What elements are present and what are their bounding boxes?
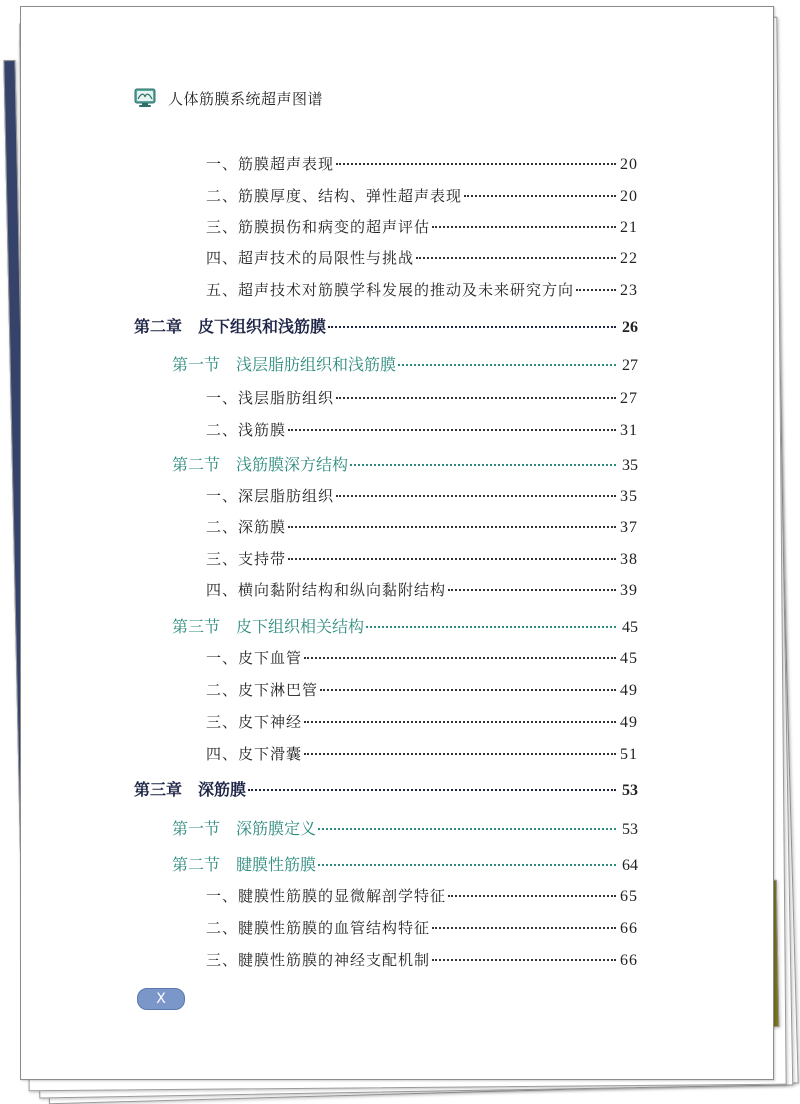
toc-entry-label: 一、筋膜超声表现 (206, 155, 335, 173)
toc-chapter-row[interactable] (134, 777, 638, 800)
dot-leader (448, 589, 616, 591)
dot-leader (318, 864, 616, 866)
toc-item-row[interactable] (206, 185, 638, 206)
page-number-badge (137, 988, 185, 1010)
toc-entry-page: 49 (620, 682, 638, 699)
toc-item-row[interactable] (206, 247, 638, 268)
toc-entry-label: 三、腱膜性筋膜的神经支配机制 (206, 951, 431, 969)
toc-entry-page: 23 (620, 282, 638, 299)
toc-item-row[interactable] (206, 216, 638, 237)
toc-section-row[interactable] (172, 614, 638, 637)
toc-entry-page: 27 (622, 357, 638, 374)
toc-item-row[interactable] (206, 579, 638, 600)
dot-leader (304, 721, 616, 723)
ultrasound-monitor-icon (134, 88, 156, 108)
toc-section-row[interactable] (172, 452, 638, 475)
dot-leader (336, 397, 616, 399)
toc-entry-page: 38 (620, 551, 638, 568)
toc-entry-page: 35 (620, 488, 638, 505)
dot-leader (304, 657, 616, 659)
toc-entry-page: 66 (620, 920, 638, 937)
toc-entry-page: 26 (622, 319, 638, 336)
toc-entry-label: 第一节 深筋膜定义 (172, 819, 317, 838)
dot-leader (328, 326, 616, 328)
dot-leader (464, 195, 616, 197)
toc-item-row[interactable] (206, 917, 638, 938)
toc-entry-label: 四、超声技术的局限性与挑战 (206, 249, 415, 267)
toc-entry-label: 三、支持带 (206, 550, 287, 568)
toc-entry-page: 45 (620, 650, 638, 667)
dot-leader (304, 753, 616, 755)
dot-leader (288, 429, 616, 431)
dot-leader (350, 464, 616, 466)
toc-entry-label: 五、超声技术对筋膜学科发展的推动及未来研究方向 (206, 281, 575, 299)
toc-item-row[interactable] (206, 516, 638, 537)
toc-entry-page: 27 (620, 390, 638, 407)
toc-entry-label: 第一节 浅层脂肪组织和浅筋膜 (172, 355, 397, 374)
toc-item-row[interactable] (206, 885, 638, 906)
toc-chapter-row[interactable] (134, 314, 638, 337)
toc-section-row[interactable] (172, 352, 638, 375)
toc-entry-page: 45 (622, 619, 638, 636)
toc-entry-label: 三、皮下神经 (206, 713, 303, 731)
dot-leader (576, 289, 616, 291)
page-number: Ⅹ (156, 991, 166, 1007)
toc-entry-label: 一、皮下血管 (206, 649, 303, 667)
toc-entry-label: 三、筋膜损伤和病变的超声评估 (206, 218, 431, 236)
dot-leader (336, 495, 616, 497)
toc-item-row[interactable] (206, 949, 638, 970)
toc-entry-label: 二、筋膜厚度、结构、弹性超声表现 (206, 187, 463, 205)
toc-entry-label: 四、横向黏附结构和纵向黏附结构 (206, 581, 447, 599)
toc-entry-page: 66 (620, 952, 638, 969)
toc-entry-page: 37 (620, 519, 638, 536)
toc-item-row[interactable] (206, 153, 638, 174)
dot-leader (448, 895, 616, 897)
toc-item-row[interactable] (206, 419, 638, 440)
toc-item-row[interactable] (206, 743, 638, 764)
toc-entry-page: 64 (622, 857, 638, 874)
toc-entry-page: 21 (620, 219, 638, 236)
dot-leader (248, 789, 616, 791)
toc-entry-label: 一、腱膜性筋膜的显微解剖学特征 (206, 887, 447, 905)
toc-entry-label: 二、腱膜性筋膜的血管结构特征 (206, 919, 431, 937)
book-title: 人体筋膜系统超声图谱 (168, 89, 324, 108)
toc-item-row[interactable] (206, 679, 638, 700)
toc-entry-page: 51 (620, 746, 638, 763)
dot-leader (432, 927, 616, 929)
toc-item-row[interactable] (206, 485, 638, 506)
toc-entry-page: 20 (620, 156, 638, 173)
toc-section-row[interactable] (172, 816, 638, 839)
toc-entry-label: 二、浅筋膜 (206, 421, 287, 439)
toc-entry-page: 49 (620, 714, 638, 731)
toc-entry-page: 35 (622, 457, 638, 474)
toc-entry-label: 二、皮下淋巴管 (206, 681, 319, 699)
toc-entry-page: 22 (620, 250, 638, 267)
toc-section-row[interactable] (172, 852, 638, 875)
toc-entry-label: 第三节 皮下组织相关结构 (172, 617, 365, 636)
dot-leader (416, 257, 616, 259)
dot-leader (366, 626, 616, 628)
toc-entry-page: 20 (620, 188, 638, 205)
dot-leader (288, 526, 616, 528)
toc-entry-page: 31 (620, 422, 638, 439)
toc-item-row[interactable] (206, 279, 638, 300)
dot-leader (398, 364, 616, 366)
toc-entry-label: 第二节 浅筋膜深方结构 (172, 455, 349, 474)
toc-item-row[interactable] (206, 548, 638, 569)
dot-leader (336, 163, 616, 165)
toc-entry-page: 53 (622, 821, 638, 838)
running-header (134, 86, 323, 110)
toc-entry-label: 第二节 腱膜性筋膜 (172, 855, 317, 874)
dot-leader (432, 226, 616, 228)
toc-entry-page: 39 (620, 582, 638, 599)
toc-entry-label: 一、深层脂肪组织 (206, 487, 335, 505)
toc-entry-label: 二、深筋膜 (206, 518, 287, 536)
dot-leader (432, 959, 616, 961)
toc-item-row[interactable] (206, 711, 638, 732)
toc-entry-page: 65 (620, 888, 638, 905)
toc-item-row[interactable] (206, 387, 638, 408)
toc-entry-label: 一、浅层脂肪组织 (206, 389, 335, 407)
toc-entry-page: 53 (622, 782, 638, 799)
dot-leader (320, 689, 616, 691)
dot-leader (288, 558, 616, 560)
toc-entry-label: 第三章 深筋膜 (134, 780, 247, 799)
toc-entry-label: 第二章 皮下组织和浅筋膜 (134, 317, 327, 336)
toc-entry-label: 四、皮下滑囊 (206, 745, 303, 763)
toc-item-row[interactable] (206, 647, 638, 668)
dot-leader (318, 828, 616, 830)
